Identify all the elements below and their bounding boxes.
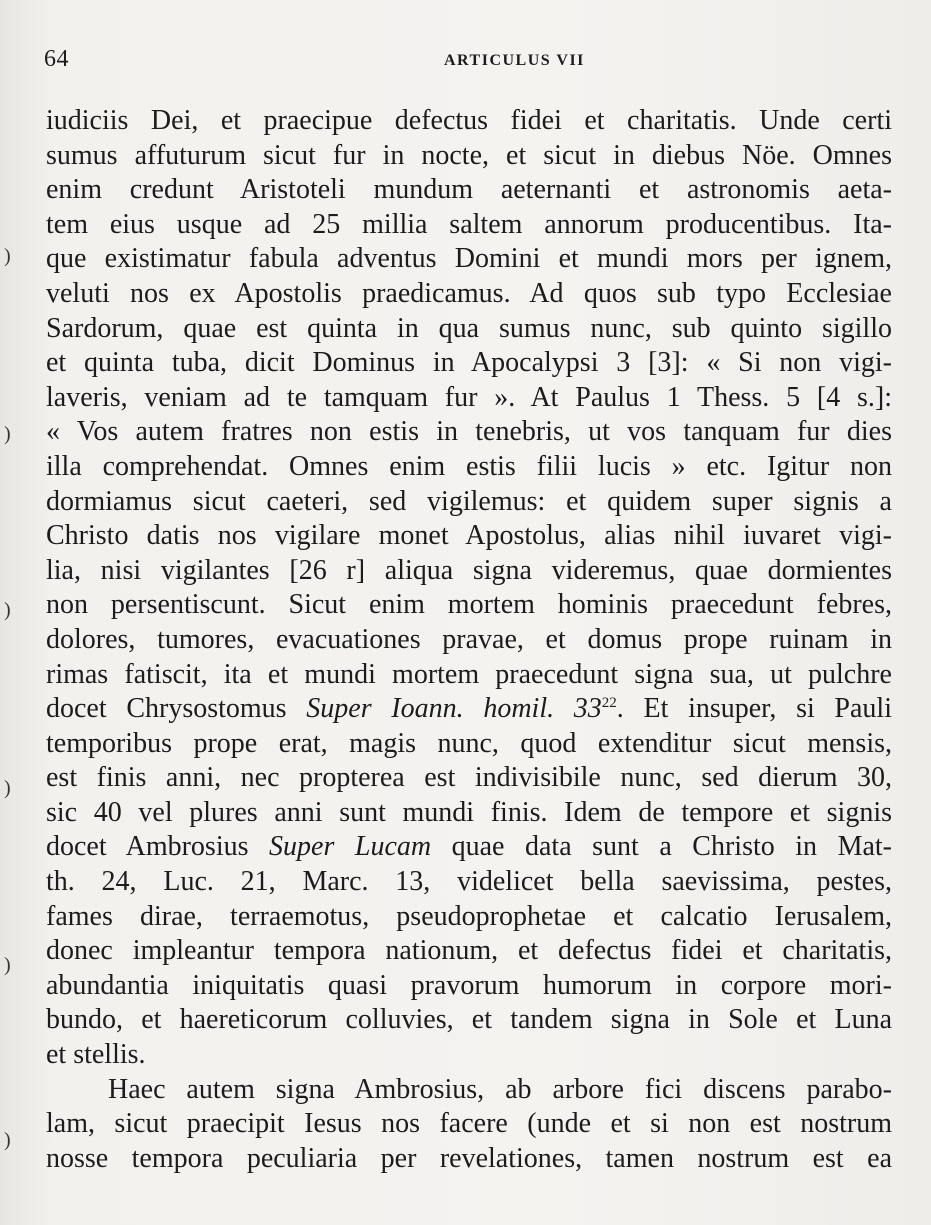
text-line: [46, 658, 892, 693]
margin-mark: ): [4, 423, 11, 445]
text-segment: laveris, veniam ad te tamquam fur ». At Paulus 1 Thess. 5 [4 s.]:: [46, 381, 892, 413]
text-segment: veluti nos ex Apostolis praedicamus. Ad quos sub typo Ecclesiae: [46, 277, 892, 309]
margin-marks: [0, 0, 16, 1225]
text-line: [46, 312, 892, 347]
text-segment: Haec autem signa Ambrosius, ab arbore fici discens parabo-: [108, 1073, 892, 1105]
text-segment: enim credunt Aristoteli mundum aeternanti et astronomis aeta-: [46, 174, 892, 206]
text-line: [46, 1073, 892, 1108]
text-line: [46, 969, 892, 1004]
text-line: [46, 1003, 892, 1038]
text-segment: Christo datis nos vigilare monet Apostolus, alias nihil iuvaret vigi-: [46, 520, 892, 552]
text-line: [46, 519, 892, 554]
text-segment: donec impleantur tempora nationum, et defectus fidei et charitatis,: [46, 935, 892, 967]
margin-mark: ): [4, 1129, 11, 1151]
text-segment: quae data sunt a Christo in Mat-: [431, 831, 892, 863]
text-line: [46, 934, 892, 969]
text-line: [46, 727, 892, 762]
text-segment: dolores, tumores, evacuationes pravae, et domus prope ruinam in: [46, 623, 892, 655]
text-segment: docet Chrysostomus: [46, 693, 307, 725]
text-line: [46, 104, 892, 139]
text-line: [46, 346, 892, 381]
text-segment: non persentiscunt. Sicut enim mortem hominis praecedunt febres,: [46, 589, 892, 621]
italic-citation: Super Ioann. homil. 33: [306, 693, 602, 725]
italic-citation: Super Lucam: [269, 831, 432, 863]
text-line: [46, 208, 892, 243]
page-number: 64: [44, 46, 69, 72]
text-segment: sumus affuturum sicut fur in nocte, et sicut in diebus Nöe. Omnes: [46, 139, 892, 171]
text-line: [46, 139, 892, 174]
margin-mark: ): [4, 599, 11, 621]
text-line: [46, 450, 892, 485]
text-segment: th. 24, Luc. 21, Marc. 13, videlicet bella saevissima, pestes,: [46, 866, 892, 898]
text-line: [46, 623, 892, 658]
text-segment: . Et insuper, si Pauli: [616, 693, 892, 725]
text-line: [46, 865, 892, 900]
margin-mark: ): [4, 245, 11, 267]
text-segment: rimas fatiscit, ita et mundi mortem praecedunt signa sua, ut pulchre: [46, 658, 892, 690]
text-line: [46, 1107, 892, 1142]
text-segment: nosse tempora peculiaria per revelationes, tamen nostrum est ea: [46, 1142, 892, 1174]
text-segment: illa comprehendat. Omnes enim estis filii lucis » etc. Igitur non: [46, 450, 892, 482]
text-line: [46, 485, 892, 520]
text-segment: abundantia iniquitatis quasi pravorum humorum in corpore mori-: [46, 969, 892, 1001]
text-segment: dormiamus sicut caeteri, sed vigilemus: et quidem super signis a: [46, 485, 892, 517]
text-segment: fames dirae, terraemotus, pseudoprophetae et calcatio Ierusalem,: [46, 900, 892, 932]
margin-mark: ): [4, 777, 11, 799]
text-segment: bundo, et haereticorum colluvies, et tandem signa in Sole et Luna: [46, 1004, 892, 1036]
text-segment: est finis anni, nec propterea est indivisibile nunc, sed dierum 30,: [46, 762, 892, 794]
page-header: [44, 46, 890, 76]
text-segment: temporibus prope erat, magis nunc, quod extenditur sicut mensis,: [46, 727, 892, 759]
text-segment: tem eius usque ad 25 millia saltem annorum producentibus. Ita-: [46, 208, 892, 240]
text-line: [46, 692, 892, 727]
text-line: [46, 1142, 892, 1177]
text-line: [46, 1038, 892, 1073]
text-line: [46, 588, 892, 623]
text-segment: et stellis.: [46, 1039, 146, 1071]
text-line: [46, 830, 892, 865]
text-segment: « Vos autem fratres non estis in tenebris, ut vos tanquam fur dies: [46, 416, 892, 448]
running-head: ARTICULUS VII: [444, 52, 585, 69]
text-line: [46, 277, 892, 312]
text-line: [46, 900, 892, 935]
text-line: [46, 554, 892, 589]
text-segment: lia, nisi vigilantes [26 r] aliqua signa videremus, quae dormientes: [46, 554, 892, 586]
body-text: [46, 104, 892, 1176]
text-segment: iudiciis Dei, et praecipue defectus fidei et charitatis. Unde certi: [46, 105, 892, 136]
text-segment: et quinta tuba, dicit Dominus in Apocalypsi 3 [3]: « Si non vigi-: [46, 347, 892, 379]
text-segment: lam, sicut praecipit Iesus nos facere (unde et si non est nostrum: [46, 1108, 892, 1140]
text-line: [46, 242, 892, 277]
text-segment: docet Ambrosius: [46, 831, 270, 863]
text-segment: Sardorum, quae est quinta in qua sumus nunc, sub quinto sigillo: [46, 312, 892, 344]
text-segment: sic 40 vel plures anni sunt mundi finis. Idem de tempore et signis: [46, 796, 892, 828]
footnote-ref: 22: [601, 695, 617, 712]
text-segment: que existimatur fabula adventus Domini et mundi mors per ignem,: [46, 243, 892, 275]
text-line: [46, 761, 892, 796]
text-line: [46, 173, 892, 208]
text-line: [46, 415, 892, 450]
text-line: [46, 381, 892, 416]
text-line: [46, 796, 892, 831]
margin-mark: ): [4, 954, 11, 976]
